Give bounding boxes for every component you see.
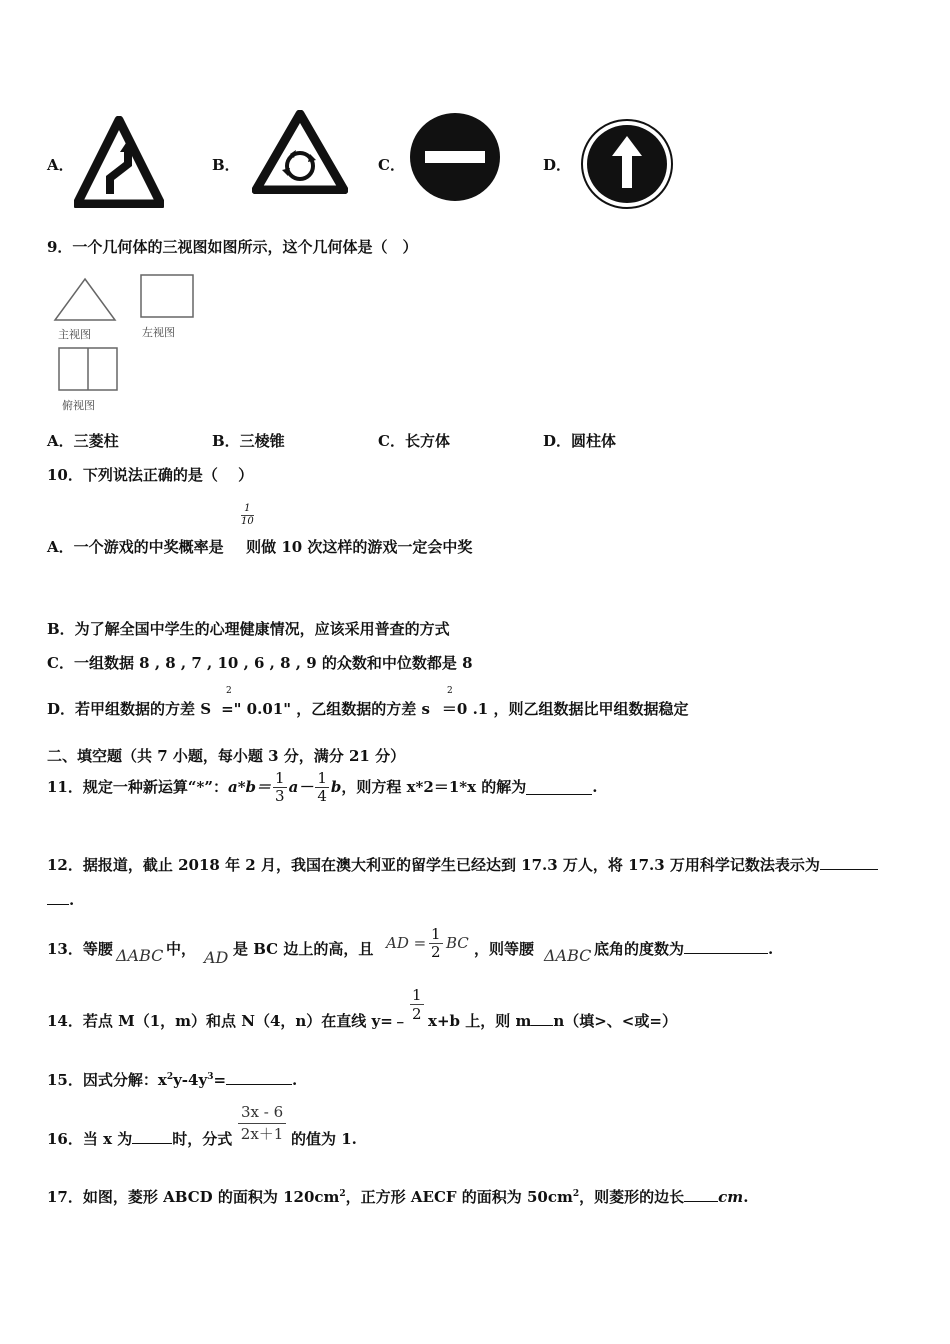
q11-f2-den: 4 xyxy=(317,787,327,805)
q13-triangle-1: ΔABC xyxy=(116,946,164,965)
q11-answer-blank[interactable] xyxy=(526,780,592,795)
q17-sup-1: 2 xyxy=(339,1189,346,1199)
q11-expr: a*b＝ xyxy=(227,778,272,796)
q16-pre: 16．当 x 为 xyxy=(47,1130,133,1148)
q17-pre: 17．如图，菱形 ABCD 的面积为 120cm xyxy=(47,1188,340,1206)
q11-post1: b xyxy=(330,778,342,796)
q9-option-c: C．长方体 xyxy=(378,432,450,450)
q10-option-b: B．为了解全国中学生的心理健康情况，应该采用普查的方式 xyxy=(47,620,450,638)
left-view-caption: 左视图 xyxy=(142,326,175,339)
q17 xyxy=(47,1186,748,1207)
q11-f1-num: 1 xyxy=(275,769,285,787)
q13-eq-right: BC xyxy=(446,934,469,952)
q10-stem: 10．下列说法正确的是（ ） xyxy=(47,466,254,484)
q17-mid: ，正方形 AECF 的面积为 50cm xyxy=(345,1188,573,1206)
q13-fraction-num: 1 xyxy=(431,925,441,943)
q16-fraction xyxy=(238,1102,286,1145)
no-entry-sign-icon xyxy=(408,112,502,202)
q11-fraction-2 xyxy=(315,770,329,805)
q12-end: . xyxy=(69,891,75,909)
option-c-label: C． xyxy=(378,156,405,174)
q12-text: 12．据报道，截止 2018 年 2 月，我国在澳大利亚的留学生已经达到 17.3 万人，将 17.3 万用科学记数法表示为 xyxy=(47,856,820,874)
q14-fraction xyxy=(410,986,424,1023)
q9-stem: 9．一个几何体的三视图如图所示，这个几何体是（ ） xyxy=(47,238,418,256)
q16-answer-blank[interactable] xyxy=(132,1129,172,1144)
q12-answer-blank-1[interactable] xyxy=(820,855,878,870)
q10-option-d-mid: =" 0.01" ，乙组数据的方差 s xyxy=(221,700,430,718)
q17-answer-blank[interactable] xyxy=(684,1187,718,1202)
q10-option-c: C．一组数据 8 , 8 , 7 , 10 , 6 , 8 , 9 的众数和中位数都是 8 xyxy=(47,654,473,672)
front-view-triangle-icon xyxy=(52,276,118,324)
q10-fraction-numerator: 1 xyxy=(241,503,254,516)
q9-option-a: A．三菱柱 xyxy=(47,432,119,450)
section-2-heading: 二、填空题（共 7 小题，每小题 3 分，满分 21 分） xyxy=(47,747,406,765)
q16-lead xyxy=(47,1128,232,1149)
q13-triangle-2: ΔABC xyxy=(544,946,592,965)
q14-post: n（填>、<或=） xyxy=(553,1012,677,1030)
q11-pre: 11．规定一种新运算“*”： xyxy=(47,778,228,796)
q14-fraction-num: 1 xyxy=(412,986,422,1004)
q9-option-b: B．三棱锥 xyxy=(212,432,285,450)
q10-fraction xyxy=(241,503,254,528)
q13-t3: 是 BC 边上的高，且 xyxy=(233,940,374,958)
q10-option-a-pre: A．一个游戏的中奖概率是 xyxy=(47,538,224,556)
q17-post: ，则菱形的边长 xyxy=(579,1188,685,1206)
q16-fraction-den: 2x＋1 xyxy=(240,1125,284,1143)
q16-fraction-num: 3x - 6 xyxy=(238,1102,286,1124)
q11-fraction-1 xyxy=(273,770,287,805)
q15-sup-2: 3 xyxy=(207,1072,214,1082)
q14-pre: 14．若点 M（1，m）和点 N（4，n）在直线 y=﹣ xyxy=(47,1012,408,1030)
q13-tail xyxy=(594,938,773,959)
q15-post: = xyxy=(213,1071,227,1089)
q16-post: 的值为 1. xyxy=(291,1130,357,1148)
front-view-caption: 主视图 xyxy=(58,328,91,341)
q13-fraction xyxy=(429,926,443,961)
q13-fraction-den: 2 xyxy=(431,943,441,961)
q12-line1 xyxy=(47,854,878,875)
top-view-rectangle-icon xyxy=(56,345,120,393)
q13-ad: AD xyxy=(204,948,229,967)
q13-end: . xyxy=(768,940,774,958)
option-d-label: D． xyxy=(543,156,572,174)
q17-sup-2: 2 xyxy=(572,1189,580,1199)
q15-answer-blank[interactable] xyxy=(226,1070,292,1085)
winding-road-warning-sign-icon xyxy=(74,116,164,208)
q10-option-d xyxy=(47,698,688,719)
q11 xyxy=(47,770,598,805)
top-view-caption: 俯视图 xyxy=(62,399,95,412)
option-a-label: A． xyxy=(47,156,74,174)
q13-t5: 底角的度数为 xyxy=(594,940,685,958)
q10-option-d-pre: D．若甲组数据的方差 S xyxy=(47,700,212,718)
q14-fraction-den: 2 xyxy=(412,1005,422,1023)
q10-fraction-denominator: 10 xyxy=(241,516,254,527)
q11-post2: ，则方程 x*2＝1*x 的解为 xyxy=(341,778,527,796)
q15-sup-1: 2 xyxy=(166,1072,174,1082)
q13-eq-left: AD = xyxy=(386,934,427,952)
q9-option-d: D．圆柱体 xyxy=(543,432,617,450)
straight-ahead-sign-icon xyxy=(580,118,674,210)
q17-end: . xyxy=(743,1188,749,1206)
q15 xyxy=(47,1069,297,1090)
q10-option-a-post: 则做 10 次这样的游戏一定会中奖 xyxy=(246,538,473,556)
q13-pre: 13．等腰 xyxy=(47,940,113,958)
q16-mid: 时，分式 xyxy=(172,1130,233,1148)
q13-answer-blank[interactable] xyxy=(684,939,768,954)
left-view-rectangle-icon xyxy=(138,272,196,320)
q12-answer-blank-2[interactable] xyxy=(47,890,69,905)
q17-unit: cm xyxy=(718,1188,744,1206)
roundabout-warning-sign-icon xyxy=(252,110,348,194)
q11-f1-den: 3 xyxy=(275,787,285,805)
q15-end: . xyxy=(292,1071,298,1089)
q10-d-superscript-2: 2 xyxy=(447,686,453,696)
q14-answer-blank[interactable] xyxy=(531,1011,553,1026)
q14-tail xyxy=(428,1010,677,1031)
q14-mid: x+b 上，则 m xyxy=(428,1012,532,1030)
q10-option-d-post: ＝0 .1 ，则乙组数据比甲组数据稳定 xyxy=(441,700,689,718)
q13-t4: ，则等腰 xyxy=(474,940,535,958)
q11-end: . xyxy=(592,778,598,796)
q10-option-a xyxy=(47,536,472,557)
q15-pre: 15．因式分解：x xyxy=(47,1071,167,1089)
option-b-label: B． xyxy=(212,156,240,174)
q11-mid: a－ xyxy=(288,778,314,796)
q15-mid: y-4y xyxy=(173,1071,208,1089)
q11-f2-num: 1 xyxy=(317,769,327,787)
q10-d-superscript-1: 2 xyxy=(226,686,232,696)
q12-line2 xyxy=(47,890,74,909)
q13-t2: 中， xyxy=(166,940,197,958)
